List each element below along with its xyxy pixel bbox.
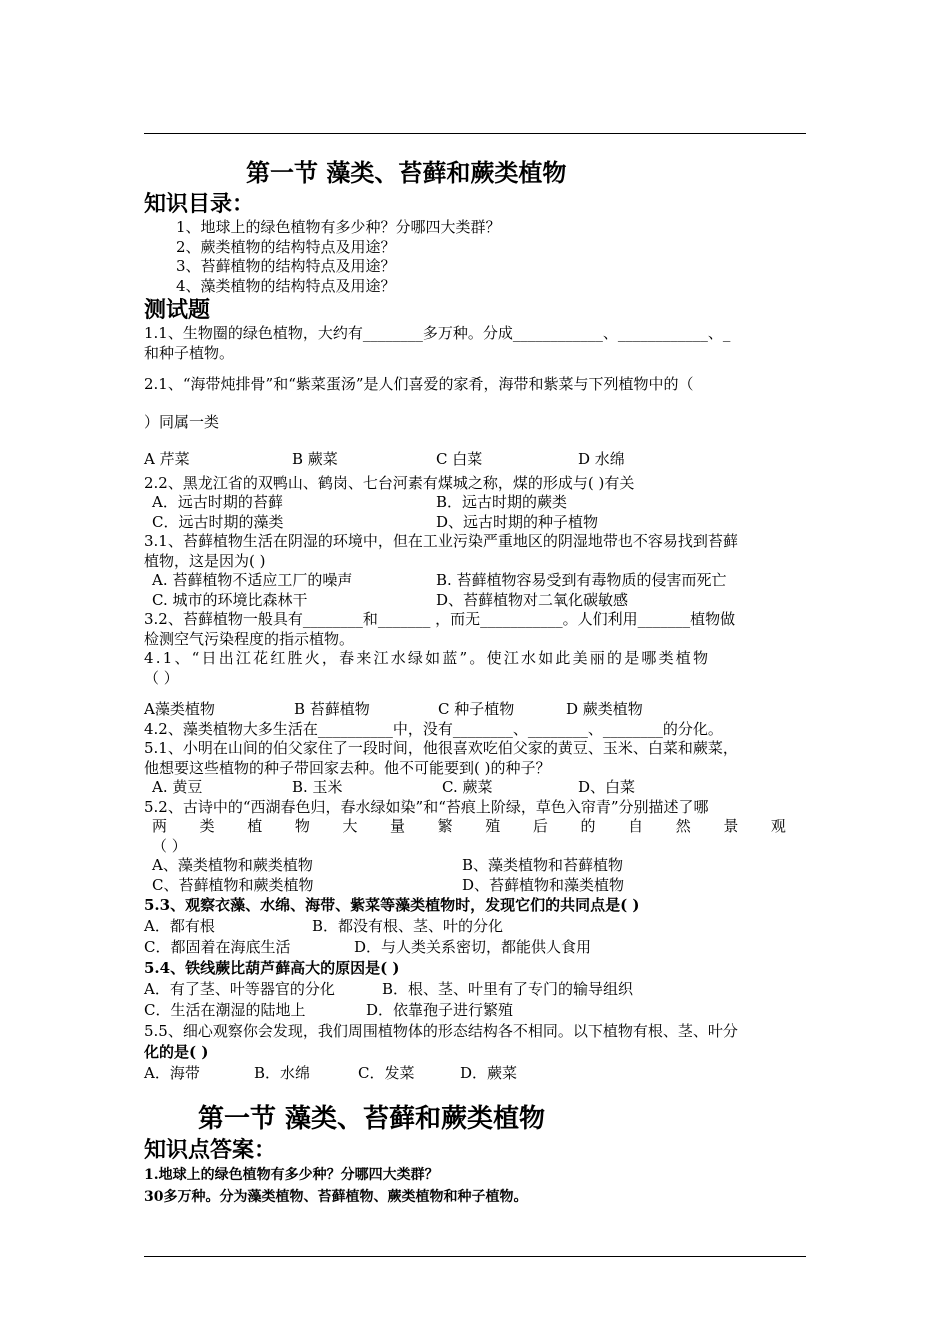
question-4-2 xyxy=(144,720,808,740)
option-d[interactable]: D．蕨菜 xyxy=(460,1064,518,1082)
question-4-1 xyxy=(144,649,808,720)
option-b[interactable]: B. 玉米 xyxy=(292,778,343,796)
question-text: 4.2、藻类植物大多生活在__________中，没有________、________、________的分化。 xyxy=(144,719,723,738)
question-text: 3.1、苔藓植物生活在阴湿的环境中，但在工业污染严重地区的阴湿地带也不容易找到苔藓 xyxy=(144,532,738,550)
question-text: 1.1、生物圈的绿色植物，大约有________多万种。分成____________、____________、_ xyxy=(144,324,731,342)
question-text: 检测空气污染程度的指示植物。 xyxy=(144,629,355,648)
question-5-4 xyxy=(144,958,808,1021)
options-row xyxy=(144,916,808,937)
option-d[interactable]: D、远古时期的种子植物 xyxy=(436,512,599,531)
question-text: 他想要这些植物的种子带回家去种。他不可能要到( )的种子？ xyxy=(144,758,551,777)
question-text: 5.3、观察衣藻、水绵、海带、紫菜等藻类植物时，发现它们的共同点是( ) xyxy=(144,896,640,914)
catalog-item: 2、蕨类植物的结构特点及用途？ xyxy=(176,237,396,256)
option-d[interactable]: D、苔藓植物对二氧化碳敏感 xyxy=(436,590,629,609)
option-b[interactable]: B、藻类植物和苔藓植物 xyxy=(462,856,624,874)
question-text: 2.1、“海带炖排骨”和“紫菜蛋汤”是人们喜爱的家肴，海带和紫菜与下列植物中的（ xyxy=(144,375,694,393)
question-text: 5.4、铁线蕨比葫芦藓高大的原因是( ) xyxy=(144,959,400,977)
option-c[interactable]: C．生活在潮湿的陆地上 xyxy=(144,1001,306,1019)
option-a[interactable]: A．远古时期的苔藓 xyxy=(152,493,283,511)
options-row xyxy=(144,856,808,876)
options-row xyxy=(144,937,808,958)
option-b[interactable]: B 蕨菜 xyxy=(292,450,338,468)
question-3-1 xyxy=(144,532,808,610)
option-b[interactable]: B．都没有根、茎、叶的分化 xyxy=(312,917,504,935)
options-row xyxy=(144,1000,808,1021)
catalog-item: 1、地球上的绿色植物有多少种？分哪四大类群？ xyxy=(176,218,501,236)
section-title: 第一节 藻类、苔藓和蕨类植物 xyxy=(246,158,567,187)
text-char: 繁 xyxy=(437,817,453,835)
text-char: 殖 xyxy=(485,817,501,835)
option-c[interactable]: C 白菜 xyxy=(436,450,483,468)
options-row xyxy=(144,700,808,720)
option-a[interactable]: A藻类植物 xyxy=(144,700,215,718)
options-row xyxy=(144,571,808,591)
question-text: 和种子植物。 xyxy=(144,343,235,362)
question-5-3 xyxy=(144,895,808,958)
catalog-list xyxy=(176,218,808,296)
question-text: 5.2、古诗中的“西湖春色归，春水绿如染”和“苔痕上阶绿，草色入帘青”分别描述了哪 xyxy=(144,797,709,816)
option-d[interactable]: D．依靠孢子进行繁殖 xyxy=(366,1001,514,1019)
text-char: 物 xyxy=(294,817,310,835)
text-char: 的 xyxy=(580,817,596,835)
option-a[interactable]: A 芹菜 xyxy=(144,450,190,468)
question-text: 3.2、苔藓植物一般具有________和_______ ，而无___________。人们利用_______植物做 xyxy=(144,610,736,628)
question-text: 4.1、“日出江花红胜火，春来江水绿如蓝”。使江水如此美丽的是哪类植物 xyxy=(144,649,711,667)
option-d[interactable]: D、苔藓植物和藻类植物 xyxy=(462,875,625,894)
question-5-1 xyxy=(144,739,808,798)
answer-text: 30多万种。分为藻类植物、苔藓植物、蕨类植物和种子植物。 xyxy=(144,1189,528,1205)
question-text: 5.5、细心观察你会发现，我们周围植物体的形态结构各不相同。以下植物有根、茎、叶分 xyxy=(144,1022,738,1040)
answer-section-title: 第一节 藻类、苔藓和蕨类植物 xyxy=(198,1104,546,1134)
option-c[interactable]: C．远古时期的藻类 xyxy=(152,512,284,531)
option-c[interactable]: C 种子植物 xyxy=(438,700,515,718)
answer-heading: 知识点答案： xyxy=(144,1137,277,1163)
option-b[interactable]: B．根、茎、叶里有了专门的输导组织 xyxy=(382,980,634,998)
catalog-heading: 知识目录： xyxy=(144,191,255,217)
option-c[interactable]: C．发菜 xyxy=(358,1064,415,1082)
question-text: 2.2、黑龙江省的双鸭山、鹤岗、七台河素有煤城之称，煤的形成与( )有关 xyxy=(144,473,635,492)
option-d[interactable]: D 蕨类植物 xyxy=(566,700,643,718)
options-row xyxy=(144,876,808,896)
option-c[interactable]: C、苔藓植物和蕨类植物 xyxy=(152,875,314,894)
option-a[interactable]: A．都有根 xyxy=(144,917,215,935)
option-c[interactable]: C. 蕨菜 xyxy=(442,778,493,796)
question-3-2 xyxy=(144,610,808,649)
footer-rule xyxy=(144,1256,806,1257)
header-rule xyxy=(144,133,806,134)
option-d[interactable]: D．与人类关系密切，都能供人食用 xyxy=(354,938,592,956)
test-heading: 测试题 xyxy=(144,297,211,323)
catalog-item: 4、藻类植物的结构特点及用途？ xyxy=(176,276,396,295)
option-a[interactable]: A、藻类植物和蕨类植物 xyxy=(152,856,313,874)
text-char: 类 xyxy=(199,817,215,835)
options-row xyxy=(144,778,808,798)
question-5-5 xyxy=(144,1021,808,1084)
option-b[interactable]: B 苔藓植物 xyxy=(294,700,370,718)
text-char: 量 xyxy=(390,817,406,835)
options-row xyxy=(144,513,808,533)
options-row xyxy=(144,591,808,611)
question-text: （ ） xyxy=(152,836,187,855)
option-a[interactable]: A．有了茎、叶等器官的分化 xyxy=(144,980,335,998)
options-row xyxy=(144,450,808,470)
text-char: 大 xyxy=(342,817,358,835)
option-c[interactable]: C．都固着在海底生活 xyxy=(144,938,291,956)
option-a[interactable]: A. 黄豆 xyxy=(152,778,203,796)
text-char: 两 xyxy=(152,817,168,835)
text-char: 植 xyxy=(247,817,263,835)
question-text: 植物，这是因为( ) xyxy=(144,551,266,570)
option-b[interactable]: B．远古时期的蕨类 xyxy=(436,493,568,511)
option-b[interactable]: B．水绵 xyxy=(254,1064,311,1082)
option-d[interactable]: D 水绵 xyxy=(578,450,625,468)
question-text-justified xyxy=(144,817,808,837)
question-2-2 xyxy=(144,474,808,533)
options-row xyxy=(144,979,808,1000)
text-char: 自 xyxy=(628,817,644,835)
question-text: 5.1、小明在山间的伯父家住了一段时间，他很喜欢吃伯父家的黄豆、玉米、白菜和蕨菜， xyxy=(144,739,738,757)
text-char: 然 xyxy=(675,817,691,835)
option-b[interactable]: B. 苔藓植物容易受到有毒物质的侵害而死亡 xyxy=(436,571,727,589)
question-5-2 xyxy=(144,798,808,896)
catalog-item: 3、苔藓植物的结构特点及用途？ xyxy=(176,257,396,275)
question-text: （ ） xyxy=(144,668,179,687)
option-c[interactable]: C. 城市的环境比森林干 xyxy=(152,590,308,609)
options-row xyxy=(144,493,808,513)
text-char: 后 xyxy=(532,817,548,835)
answer-question: 1.地球上的绿色植物有多少种？分哪四大类群？ xyxy=(144,1167,439,1183)
question-2-1 xyxy=(144,375,808,470)
option-a[interactable]: A．海带 xyxy=(144,1064,200,1082)
question-1-1 xyxy=(144,324,808,363)
option-d[interactable]: D、白菜 xyxy=(578,778,636,796)
text-char: 景 xyxy=(723,817,739,835)
question-text: ）同属一类 xyxy=(144,412,220,431)
option-a[interactable]: A. 苔藓植物不适应工厂的噪声 xyxy=(152,571,353,589)
question-text: 化的是( ) xyxy=(144,1043,209,1061)
text-char: 观 xyxy=(770,817,786,835)
options-row xyxy=(144,1063,808,1084)
worksheet xyxy=(144,140,808,1208)
